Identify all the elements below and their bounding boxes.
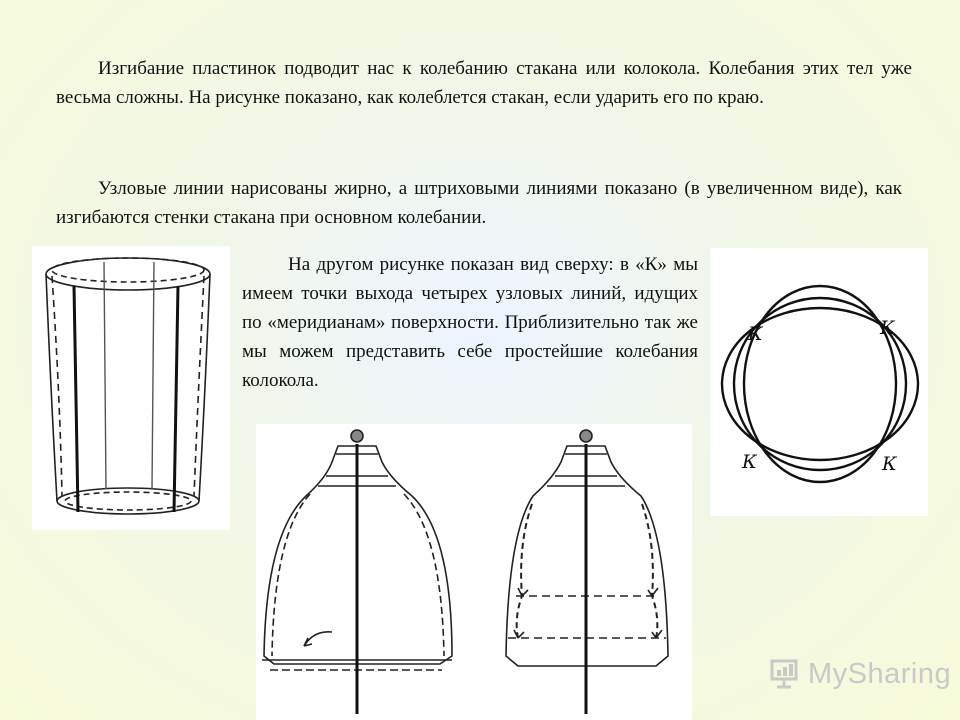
mysharing-watermark — [768, 656, 951, 692]
glass-nodal-lines — [74, 286, 178, 512]
intro-paragraph: Изгибание пластинок подводит нас к колебанию стакана или колокола. Колебания этих тел уже весьма сложны. На рисунке показано, как колеблется стакан, если ударить его по краю. — [56, 58, 912, 108]
bells-figure — [256, 424, 692, 720]
node-label-top-right: К — [880, 317, 895, 339]
presentation-icon — [768, 658, 802, 690]
bells-drawing — [256, 424, 692, 720]
top-view-figure — [710, 248, 928, 516]
top-view-paragraph: На другом рисунке показан вид сверху: в «К» мы имеем точки выхода четырех узловых линий, идущих по «меридианам» поверхности. Приблизительно так же мы можем представить себе простейшие колебания колокола. — [242, 254, 698, 391]
node-label-top-left: К — [748, 323, 763, 345]
nodal-lines-paragraph: Узловые линии нарисованы жирно, а штриховыми линиями показано (в увеличенном виде), как изгибаются стенки стакана при основном колебании. — [56, 178, 902, 228]
node-label-bottom-left: К — [742, 451, 757, 473]
glass-figure — [32, 246, 230, 530]
circle-drawing — [710, 248, 928, 516]
glass-drawing — [32, 246, 230, 530]
watermark-brand: MySharing — [808, 657, 952, 690]
node-label-bottom-right: К — [882, 453, 897, 475]
